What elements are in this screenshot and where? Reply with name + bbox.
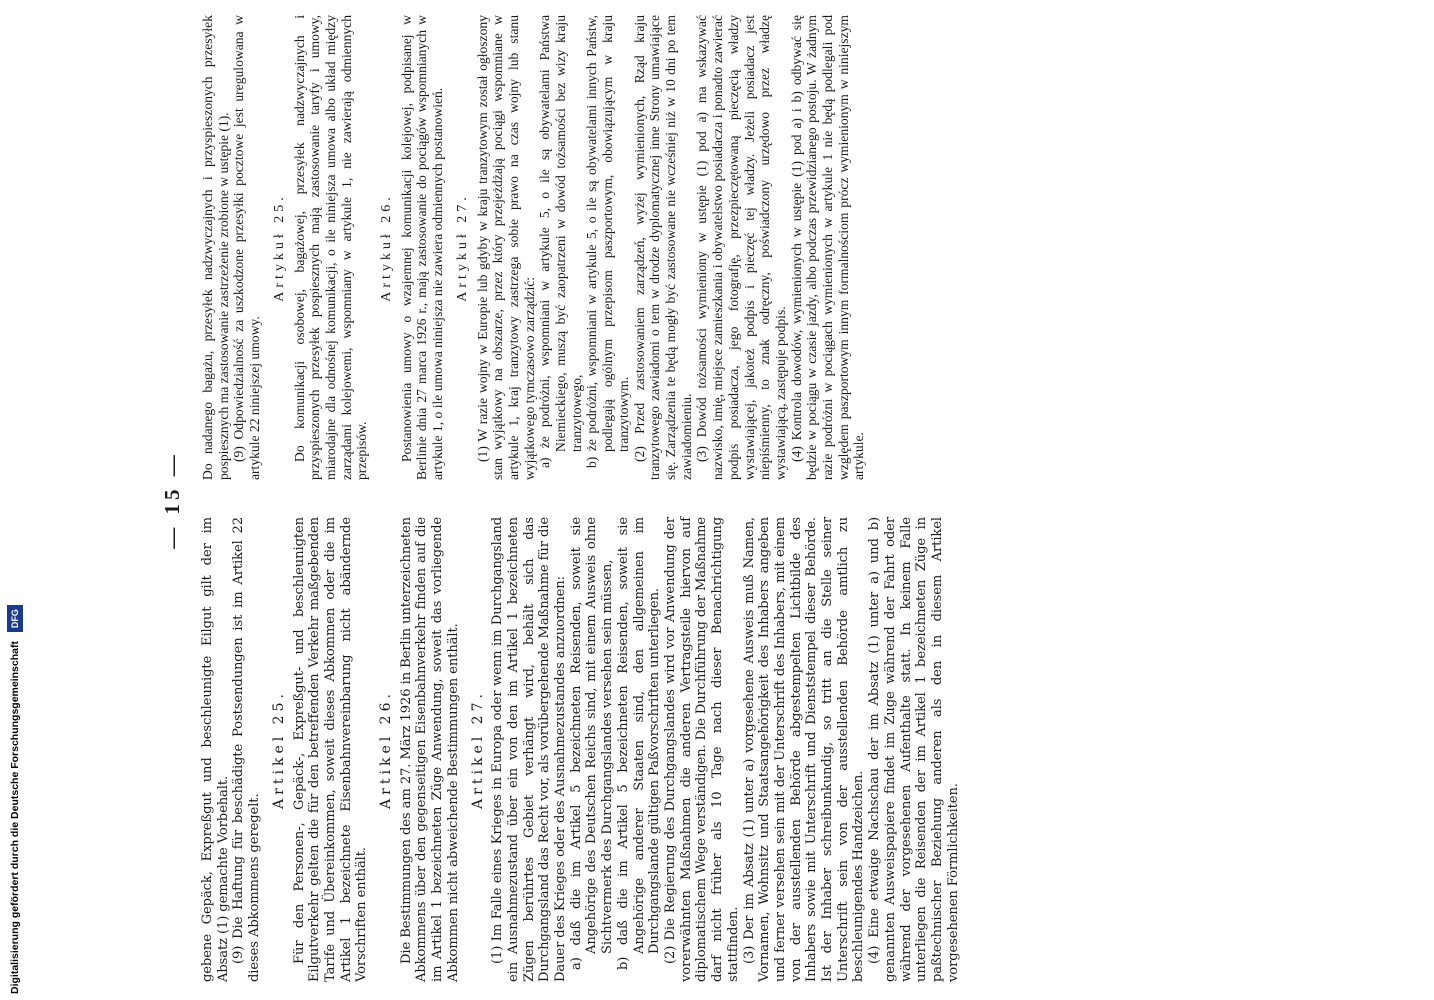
polish-article-27-p4: (4) Kontrola dowodów, wymienionych w ustępie (1) pod a) i b) odbywać się będzie w pociągu w czasie jazdy, albo podczas przewidzianego postoju. W żadnym razie podróżni w pociągach wymienionych w artykule 1 nie będą podlegali pod względem paszportowym innym formalnościom prócz wymienionym w niniejszym artykule. (788, 15, 867, 480)
german-article-25-title: Artikel 25. (270, 690, 287, 809)
german-article-26-title: Artikel 26. (378, 690, 395, 809)
german-article-25-text: Für den Personen-, Gepäck-, Expreßgut- und beschleunigten Eilgutverkehr gelten die für den betreffenden Verkehr maßgebenden Tarife und Übereinkommen, soweit dieses Abkommen oder die im Artikel 1 bezeichnete Eisenbahnvereinbarung nicht abändernde Vorschriften enthält. (291, 517, 370, 982)
german-para-9: (9) Die Haftung für beschädigte Postsendungen ist im Artikel 22 dieses Abkommens geregelt. (231, 517, 263, 982)
credit-text: Digitalisierung gefördert durch die Deutsche Forschungsgemeinschaft (9, 641, 21, 994)
polish-column (200, 15, 867, 480)
polish-article-27-p2: (2) Przed zastosowaniem zarządzeń, wyżej wymienionych, Rząd kraju tranzytowego zawiadomi o tem w drodze dyplomatycznej inne Strony umawiające się. Zarządzenia te będą mogły być zastosowane nie wcześniej niż w 10 dni po tem zawiadomieniu. (631, 15, 694, 480)
rotated-page (142, 0, 1315, 1000)
german-article-27-p4: (4) Eine etwaige Nachschau der im Absatz (1) unter a) und b) genannten Ausweispapiere findet im Zuge während der Fahrt oder während der vorgesehenen Aufenthalte statt. In keinem Falle unterliegen die Reisenden der im Artikel 1 bezeichneten Züge in paßtechnischer Beziehung anderen als den in diesem Artikel vorgesehenen Förmlichkeiten. (867, 517, 961, 982)
german-article-27-title: Artikel 27. (469, 690, 486, 809)
digitization-credit (4, 4, 26, 994)
page-number: — 15 — (160, 451, 184, 549)
german-article-27-item-b: b) daß die im Artikel 5 bezeichneten Reisenden, soweit sie Angehörige anderer Staaten sind, den allgemeinen im Durchgangslande gültigen Paßvorschriften unterliegen. (615, 517, 663, 970)
german-article-26-text: Die Bestimmungen des am 27. März 1926 in Berlin unterzeichneten Abkommens über den gegenseitigen Eisenbahnverkehr finden auf die im Artikel 1 bezeichneten Züge Anwendung, soweit das vorliegende Abkommen nicht abweichende Bestimmungen enthält. (398, 517, 461, 982)
german-article-27-item-a: a) daß die im Artikel 5 bezeichneten Reisenden, soweit sie Angehörige des Deutschen Reichs sind, mit einem Ausweis ohne Sichtvermerk des Durchgangslandes versehen sein müssen, (568, 517, 616, 970)
german-article-27-list (569, 517, 663, 982)
polish-article-25-title: Artykuł 25. (271, 193, 287, 302)
german-column (200, 517, 961, 982)
polish-article-27-item-b: b) że podróżni, wspomniani w artykule 5, o ile są obywatelami innych Państw, podlegają ogólnym przepisom paszportowym, obowiązującym w kraju tranzytowym. (584, 15, 631, 468)
dfg-logo: DFG (7, 605, 23, 632)
polish-para-9: (9) Odpowiedzialność za uszkodzone przesyłki pocztowe jest uregulowana w artykule 22 niniejszej umowy. (231, 15, 263, 480)
german-intro: gebene Gepäck, Expreßgut und beschleunigte Eilgut gilt der im Absatz (1) gemachte Vorbehalt. (200, 517, 231, 982)
polish-article-26-text: Postanowienia umowy o wzajemnej komunikacji kolejowej, podpisanej w Berlinie dnia 27 marca 1926 r., mają zastosowanie do pociągów wspomnianych w artykule 1, o ile umowa niniejsza nie zawiera odmiennych postanowień. (398, 15, 446, 480)
polish-article-27-item-a: a) że podróżni, wspomniani w artykule 5, o ile są obywatelami Państwa Niemieckiego, muszą być zaopatrzeni w dowód tożsamości bez wizy kraju tranzytowego, (537, 15, 584, 468)
polish-article-27-p1: (1) W razie wojny w Europie lub gdyby w kraju tranzytowym został ogłoszony stan wyjątkowy na obszarze, przez który przejeżdżają pociągi wspomniane w artykule 1, kraj tranzytowy zastrzega sobie prawo na czas wojny lub stanu wyjątkowego tymczasowo zarządzić: (474, 15, 537, 480)
polish-article-27-title: Artykuł 27. (454, 193, 470, 302)
german-article-27-p1: (1) Im Falle eines Krieges in Europa oder wenn im Durchgangsland ein Ausnahmezustand über ein von den im Artikel 1 bezeichneten Zügen berührtes Gebiet verhängt wird, behält sich das Durchgangsland das Recht vor, als vorübergehende Maßnahme für die Dauer des Krieges oder des Ausnahmezustandes anzuordnen: (490, 517, 569, 982)
polish-article-26-title: Artykuł 26. (379, 193, 395, 302)
polish-article-27-p3: (3) Dowód tożsamości wymieniony w ustępie (1) pod a) ma wskazywać nazwisko, imię, miejsce zamieszkania i obywatelstwo posiadacza i ponadto zawierać podpis posiadacza, jego fotografję, przezpieczętowaną pieczęcią władzy wystawiającej, jakoteż podpis i pieczęć tej władzy. Jeżeli posiadacz jest niepiśmienny, to znak odręczny, poświadczony urzędowo przez władzę wystawiającą, zastępuje podpis. (694, 15, 788, 480)
polish-article-27-list (537, 15, 631, 480)
german-article-27-p2: (2) Die Regierung des Durchgangslandes wird vor Anwendung der vorerwähnten Maßnahmen die anderen Vertragsteile hiervon auf diplomatischem Wege verständigen. Die Durchführung der Maßnahme darf nicht früher als 10 Tage nach dieser Benachrichtigung stattfinden. (662, 516, 741, 982)
polish-article-25-text: Do komunikacji osobowej, bagażowej, przesyłek nadzwyczajnych i przyspieszonych przesyłek pospiesznych mają zastosowanie taryfy i umowy, miarodajne dla odnośnej komunikacji, o ile niniejsza umowa albo układ między zarządami kolejowemi, wspomniany w artykule 1, nie zawierają odmiennych przepisów. (291, 15, 370, 480)
german-article-27-p3: (3) Der im Absatz (1) unter a) vorgesehene Ausweis muß Namen, Vornamen, Wohnsitz und Staatsangehörigkeit des Inhabers angeben und ferner versehen sein mit der Unterschrift des Inhabers, mit einem von der ausstellenden Behörde abgestempelten Lichtbilde des Inhabers sowie mit Unterschrift und Dienststempel dieser Behörde. Ist der Inhaber schreibunkundig, so tritt an die Stelle seiner Unterschrift sein von der ausstellenden Behörde amtlich zu beschleunigendes Handzeichen. (741, 517, 867, 982)
polish-intro: Do nadanego bagażu, przesyłek nadzwyczajnych i przyspieszonych przesyłek pospiesznych ma zastosowanie zastrzeżenie zrobione w ustępie (1). (200, 15, 231, 480)
